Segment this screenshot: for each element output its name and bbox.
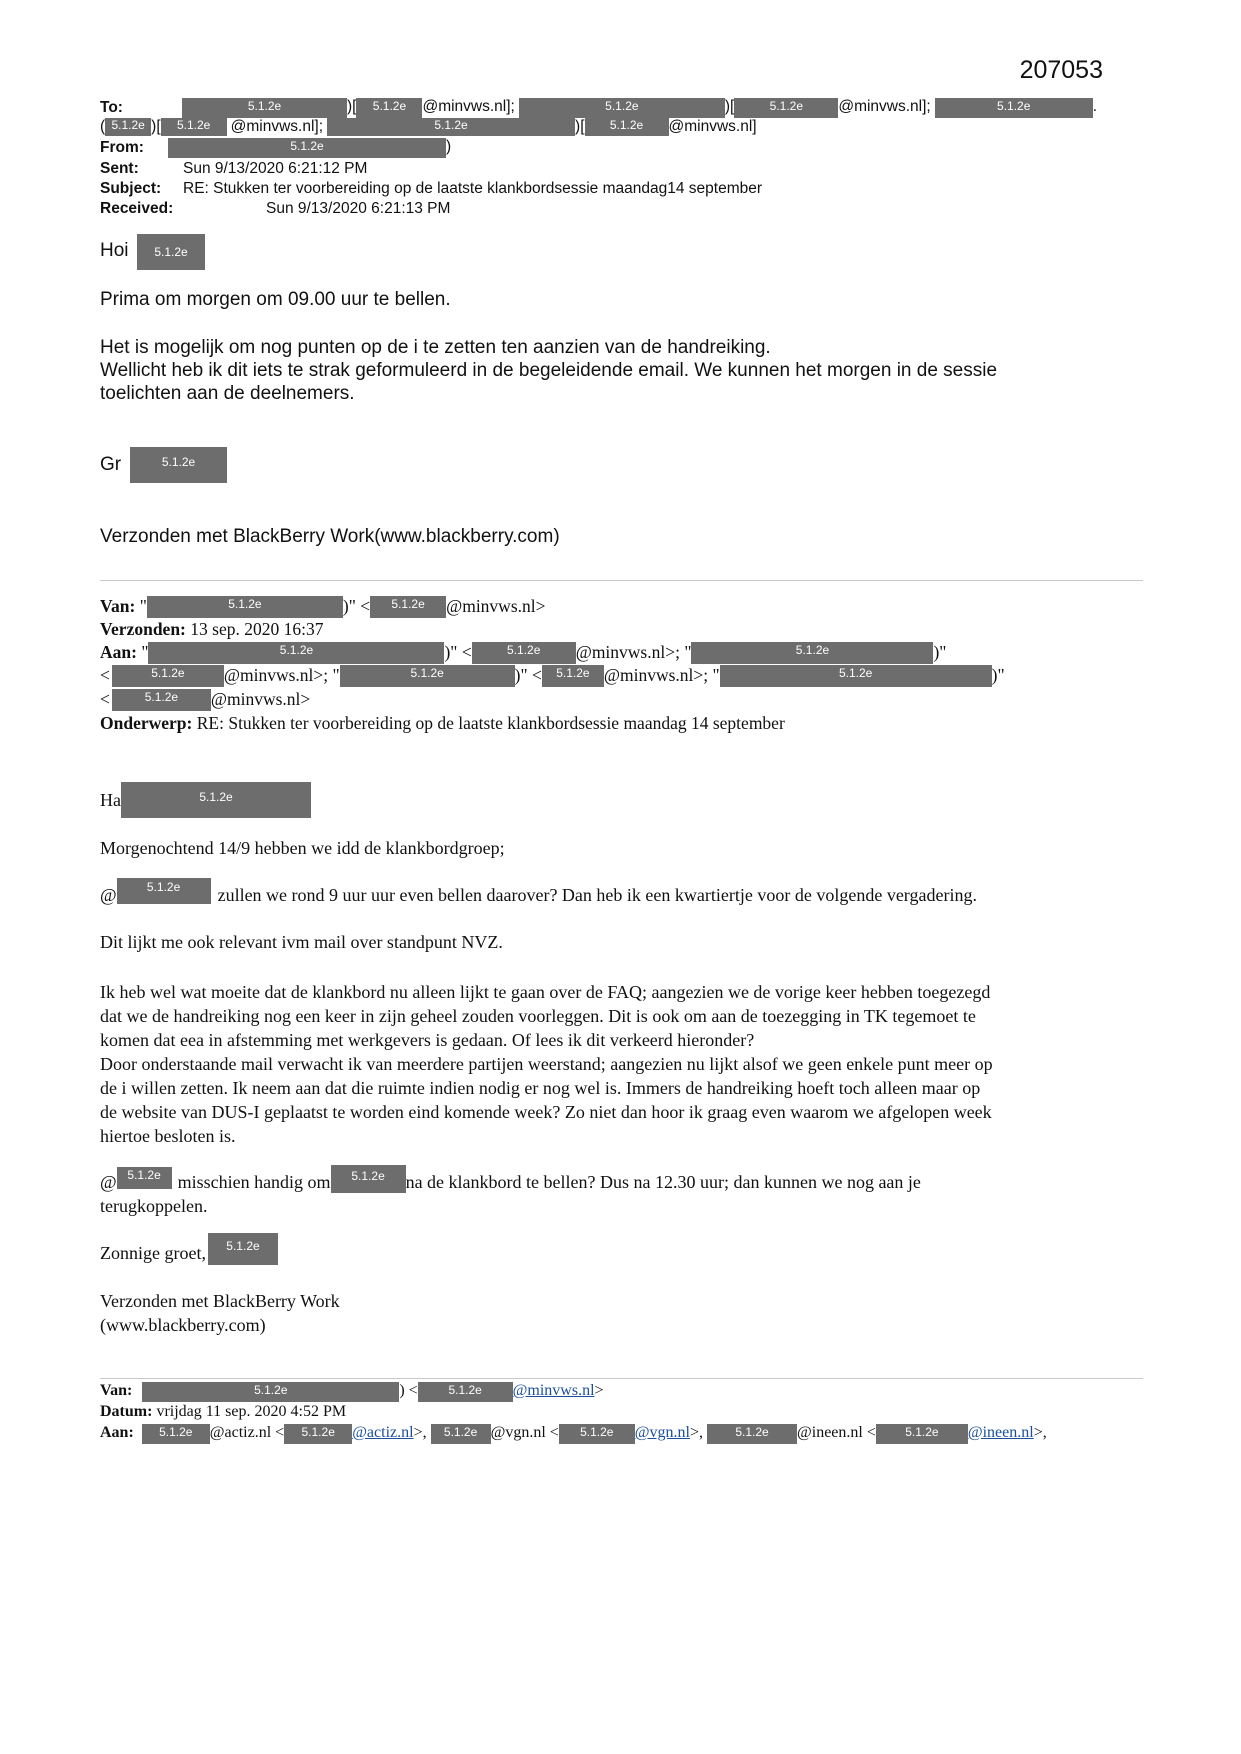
datum-label: Datum: [100,1403,153,1420]
to-recipients-line-2: ( 5.1.2e )[ 5.1.2e @minvws.nl]; 5.1.2e )[ 5.1.2e @minvws.nl] [100,118,757,135]
divider [100,1378,1143,1379]
from-value: 5.1.2e ) [168,138,451,158]
redaction-box: 5.1.2e [559,1424,635,1444]
email2-footer-line-1: Verzonden met BlackBerry Work [100,1291,340,1311]
redaction-box: 5.1.2e [112,665,224,687]
redaction-box: 5.1.2e [327,118,575,136]
divider [100,580,1143,581]
redaction-box: 5.1.2e [121,782,311,818]
redaction-box: 5.1.2e [142,1424,210,1444]
email2-paragraph-1: Morgenochtend 14/9 hebben we idd de klankbordgroep; [100,838,505,858]
verzonden-label: Verzonden: [100,619,186,639]
received-value: Sun 9/13/2020 6:21:13 PM [266,200,451,217]
redaction-box: 5.1.2e [691,642,933,664]
to-line-1 [100,99,123,117]
redaction-box: 5.1.2e [142,1382,399,1402]
aan-label: Aan: [100,642,137,662]
van-label: Van: [100,1382,133,1399]
redaction-box: 5.1.2e [340,665,515,687]
redaction-box: 5.1.2e [431,1424,491,1444]
redaction-box: 5.1.2e [130,447,227,483]
subject-value: RE: Stukken ter voorbereiding op de laatste klankbordsessie maandag14 september [183,180,763,197]
email2-signoff: Zonnige groet, 5.1.2e [100,1241,278,1265]
email2-paragraph-5: @ 5.1.2e misschien handig om 5.1.2e na de klankbord te bellen? Dus na 12.30 uur; dan kunnen we nog aan je [100,1170,921,1194]
redaction-box: 5.1.2e [876,1424,968,1444]
to-recipients-line-1: 5.1.2e )[ 5.1.2e @minvws.nl]; 5.1.2e )[ 5.1.2e @minvws.nl]; 5.1.2e . [182,98,1097,118]
datum-value: vrijdag 11 sep. 2020 4:52 PM [156,1403,347,1420]
redaction-box: 5.1.2e [707,1424,797,1444]
received-label: Received: [100,200,174,217]
to-address: @minvws.nl]; [230,118,324,135]
email-link[interactable]: @minvws.nl [512,1382,595,1399]
redaction-box: 5.1.2e [734,98,838,118]
to-address: @minvws.nl] [668,118,757,135]
redaction-box: 5.1.2e [472,642,576,664]
redaction-box: 5.1.2e [161,118,227,136]
email-link[interactable]: @actiz.nl [352,1424,414,1441]
document-number: 207053 [1019,56,1103,84]
email1-paragraph-1: Prima om morgen om 09.00 uur te bellen. [100,289,451,310]
redaction-box: 5.1.2e [935,98,1093,118]
redaction-box: 5.1.2e [519,98,725,118]
email3-aan-line: Aan: 5.1.2e @actiz.nl < 5.1.2e @actiz.nl>, 5.1.2e @vgn.nl < 5.1.2e @vgn.nl>, 5.1.2e @ineen.nl < 5.1.2e @ineen.nl>, [100,1424,1047,1444]
email-link[interactable]: @ineen.nl [967,1424,1034,1441]
redaction-box: 5.1.2e [112,689,211,711]
redaction-box: 5.1.2e [182,98,347,118]
redaction-box: 5.1.2e [117,1167,172,1189]
from-label: From: [100,139,144,156]
redaction-box: 5.1.2e [418,1382,513,1402]
redaction-box: 5.1.2e [284,1424,352,1444]
redaction-box: 5.1.2e [370,596,446,618]
verzonden-line [100,619,323,640]
redaction-box: 5.1.2e [168,138,446,158]
subject-label: Subject: [100,180,162,197]
redaction-box: 5.1.2e [585,118,669,136]
email1-paragraph-2-line-1: Het is mogelijk om nog punten op de i te zetten ten aanzien van de handreiking. [100,337,771,358]
aan-line-3: < 5.1.2e @minvws.nl> [100,689,311,709]
email-link[interactable]: @vgn.nl [634,1424,690,1441]
redaction-box: 5.1.2e [720,665,992,687]
redaction-box: 5.1.2e [137,234,205,270]
onderwerp-line [100,713,785,734]
email3-datum-line [100,1403,346,1421]
aan-line-1: Aan: " 5.1.2e )" < 5.1.2e @minvws.nl>; " 5.1.2e )" [100,642,947,662]
email1-paragraph-2-line-2: Wellicht heb ik dit iets te strak geformuleerd in de begeleidende email. We kunnen het morgen in de sessie [100,360,998,381]
van-label: Van: [100,596,136,616]
email1-signoff: Gr [100,454,122,475]
email2-footer-line-2: (www.blackberry.com) [100,1315,266,1335]
email1-footer: Verzonden met BlackBerry Work(www.blackberry.com) [100,526,560,547]
email3-van-line: Van: 5.1.2e ) < 5.1.2e @minvws.nl> [100,1382,604,1402]
redaction-box: 5.1.2e [542,665,604,687]
email1-greeting: Hoi [100,240,129,261]
onderwerp-value: RE: Stukken ter voorbereiding op de laatste klankbordsessie maandag 14 september [196,713,785,733]
aan-label: Aan: [100,1424,134,1441]
email2-paragraph-4: Ik heb wel wat moeite dat de klankbord nu alleen lijkt te gaan over de FAQ; aangezien we de vorige keer hebben toegezegd dat we de handreiking nog een keer in zijn geheel zouden voorleggen. Dit is ook om aan de toezegging in TK tegemoet te komen dat eea in afstemming met werkgevers is gedaan. Of lees ik dit verkeerd hieronder? Door onderstaande mail verwacht ik van meerdere partijen weerstand; aangezien nu lijkt alsof we geen enkele punt meer op de i willen zetten. Ik neem aan dat die ruimte indien nodig er nog wel is. Immers de handreiking hoeft toch alleen maar op de website van DUS-I geplaatst te worden eind komende week? Zo niet dan hoor ik graag even waarom we afgelopen week hiertoe besloten is. [100,982,993,1146]
redaction-box: 5.1.2e [105,118,151,136]
email2-greeting: Ha 5.1.2e [100,788,311,818]
email1-paragraph-2-line-3: toelichten aan de deelnemers. [100,383,355,404]
van-line: Van: " 5.1.2e )" < 5.1.2e @minvws.nl> [100,596,546,616]
email2-paragraph-3: Dit lijkt me ook relevant ivm mail over standpunt NVZ. [100,932,503,952]
onderwerp-label: Onderwerp: [100,713,193,733]
redaction-box: 5.1.2e [148,642,444,664]
redaction-box: 5.1.2e [356,98,422,118]
to-label: To: [100,99,123,116]
aan-line-2: < 5.1.2e @minvws.nl>; " 5.1.2e )" < 5.1.2e @minvws.nl>; " 5.1.2e )" [100,665,1005,685]
verzonden-value: 13 sep. 2020 16:37 [190,619,324,639]
redaction-box: 5.1.2e [331,1165,406,1193]
sent-value: Sun 9/13/2020 6:21:12 PM [183,160,368,177]
redaction-box: 5.1.2e [117,878,211,904]
to-address: @minvws.nl]; [422,98,515,115]
sent-label: Sent: [100,160,139,177]
to-address: @minvws.nl]; [838,98,931,115]
redaction-box: 5.1.2e [208,1233,278,1265]
email2-paragraph-2: @ 5.1.2e zullen we rond 9 uur uur even bellen daarover? Dan heb ik een kwartiertje voor de volgende vergadering. [100,880,977,905]
redaction-box: 5.1.2e [147,596,343,618]
email2-paragraph-5-line-2: terugkoppelen. [100,1196,208,1216]
